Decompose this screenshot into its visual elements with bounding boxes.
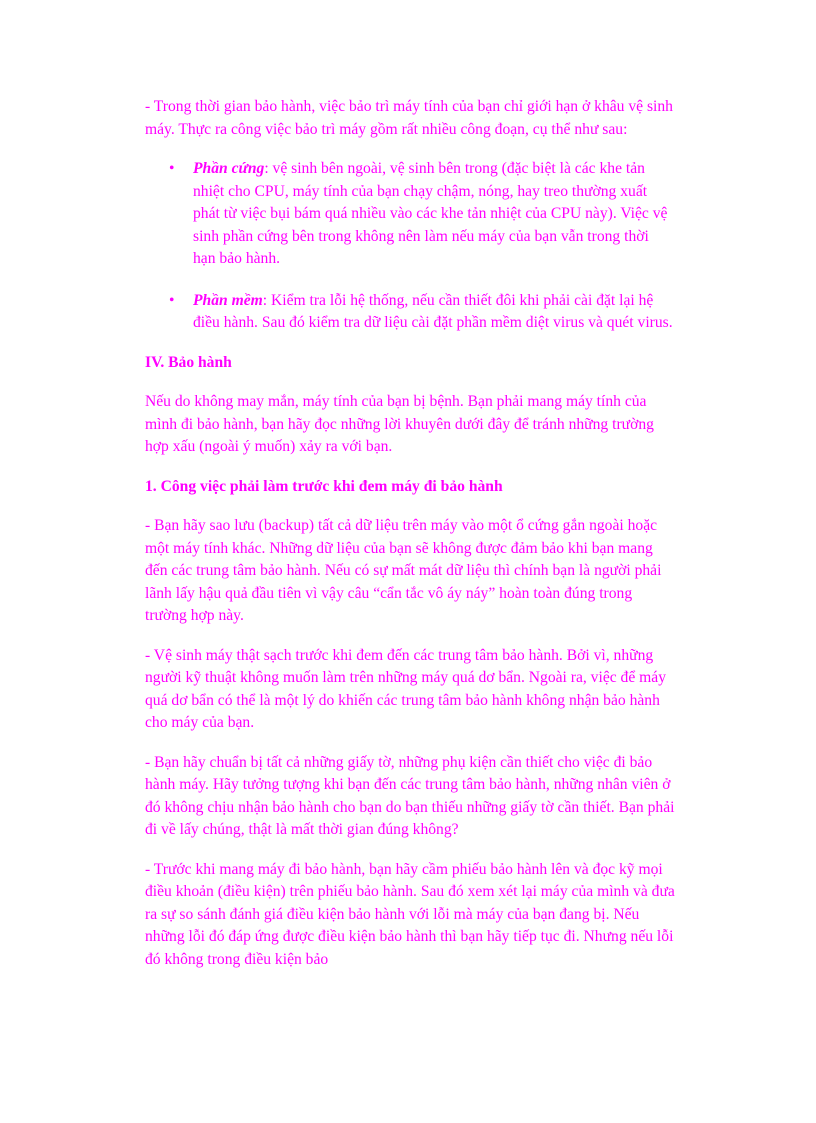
section-intro-paragraph: Nếu do không may mắn, máy tính của bạn bị bệnh. Bạn phải mang máy tính của mình đi bảo hành, bạn hãy đọc những lời khuyên dưới đây để tránh những trường hợp xấu (ngoài ý muốn) xảy ra với bạn. [145, 393, 654, 455]
section-heading: IV. Bảo hành [145, 353, 232, 371]
list-item-term: Phần cứng [193, 160, 265, 177]
subsection-heading: 1. Công việc phải làm trước khi đem máy đi bảo hành [145, 477, 503, 495]
bullet-icon: • [169, 291, 175, 309]
list-item-software [169, 290, 675, 335]
list-item-hardware [169, 158, 675, 271]
list-item-text: : Kiểm tra lỗi hệ thống, nếu cần thiết đôi khi phải cài đặt lại hệ điều hành. Sau đó kiểm tra dữ liệu cài đặt phần mềm diệt virus và quét virus. [193, 291, 673, 331]
body-paragraph: - Vệ sinh máy thật sạch trước khi đem đến các trung tâm bảo hành. Bởi vì, những người kỹ thuật không muốn làm trên những máy quá dơ bẩn. Ngoài ra, việc để máy quá dơ bẩn có thể là một lý do khiến các trung tâm bảo hành không nhận bảo hành cho máy của bạn. [145, 646, 667, 731]
maintenance-list [145, 158, 675, 335]
list-item-text: : vệ sinh bên ngoài, vệ sinh bên trong (đặc biệt là các khe tản nhiệt cho CPU, máy tính của bạn chạy chậm, nóng, hay treo thường xuất phát từ việc bụi bám quá nhiều vào các khe tản nhiệt của CPU này). Việc vệ sinh phần cứng bên trong không nên làm nếu máy của bạn vẫn trong thời hạn bảo hành. [193, 160, 668, 267]
bullet-icon: • [169, 160, 175, 177]
body-paragraph: - Bạn hãy chuẩn bị tất cả những giấy tờ, những phụ kiện cần thiết cho việc đi bảo hành máy. Hãy tưởng tượng khi bạn đến các trung tâm bảo hành, những nhân viên ở đó không chịu nhận bảo hành cho bạn do bạn thiếu những giấy tờ cần thiết. Bạn phải đi về lấy chúng, thật là mất thời gian đúng không? [145, 753, 675, 838]
document-page [145, 96, 675, 988]
intro-paragraph: - Trong thời gian bảo hành, việc bảo trì máy tính của bạn chỉ giới hạn ở khâu vệ sinh máy. Thực ra công việc bảo trì máy gồm rất nhiều công đoạn, cụ thể như sau: [145, 98, 673, 138]
list-item-term: Phần mềm [193, 291, 263, 309]
body-paragraph: - Bạn hãy sao lưu (backup) tất cả dữ liệu trên máy vào một ổ cứng gắn ngoài hoặc một máy tính khác. Những dữ liệu của bạn sẽ không được đảm bảo khi bạn mang đến các trung tâm bảo hành. Nếu có sự mất mát dữ liệu thì chính bạn là người phải lãnh lấy hậu quả đầu tiên vì vậy câu “cẩn tắc vô áy náy” hoàn toàn đúng trong trường hợp này. [145, 517, 662, 624]
body-paragraph: - Trước khi mang máy đi bảo hành, bạn hãy cầm phiếu bảo hành lên và đọc kỹ mọi điều khoản (điều kiện) trên phiếu bảo hành. Sau đó xem xét lại máy của mình và đưa ra sự so sánh đánh giá điều kiện bảo hành với lỗi mà máy của bạn đang bị. Nếu những lỗi đó đáp ứng được điều kiện bảo hành thì bạn hãy tiếp tục đi. Nhưng nếu lỗi đó không trong điều kiện bảo [145, 860, 675, 968]
